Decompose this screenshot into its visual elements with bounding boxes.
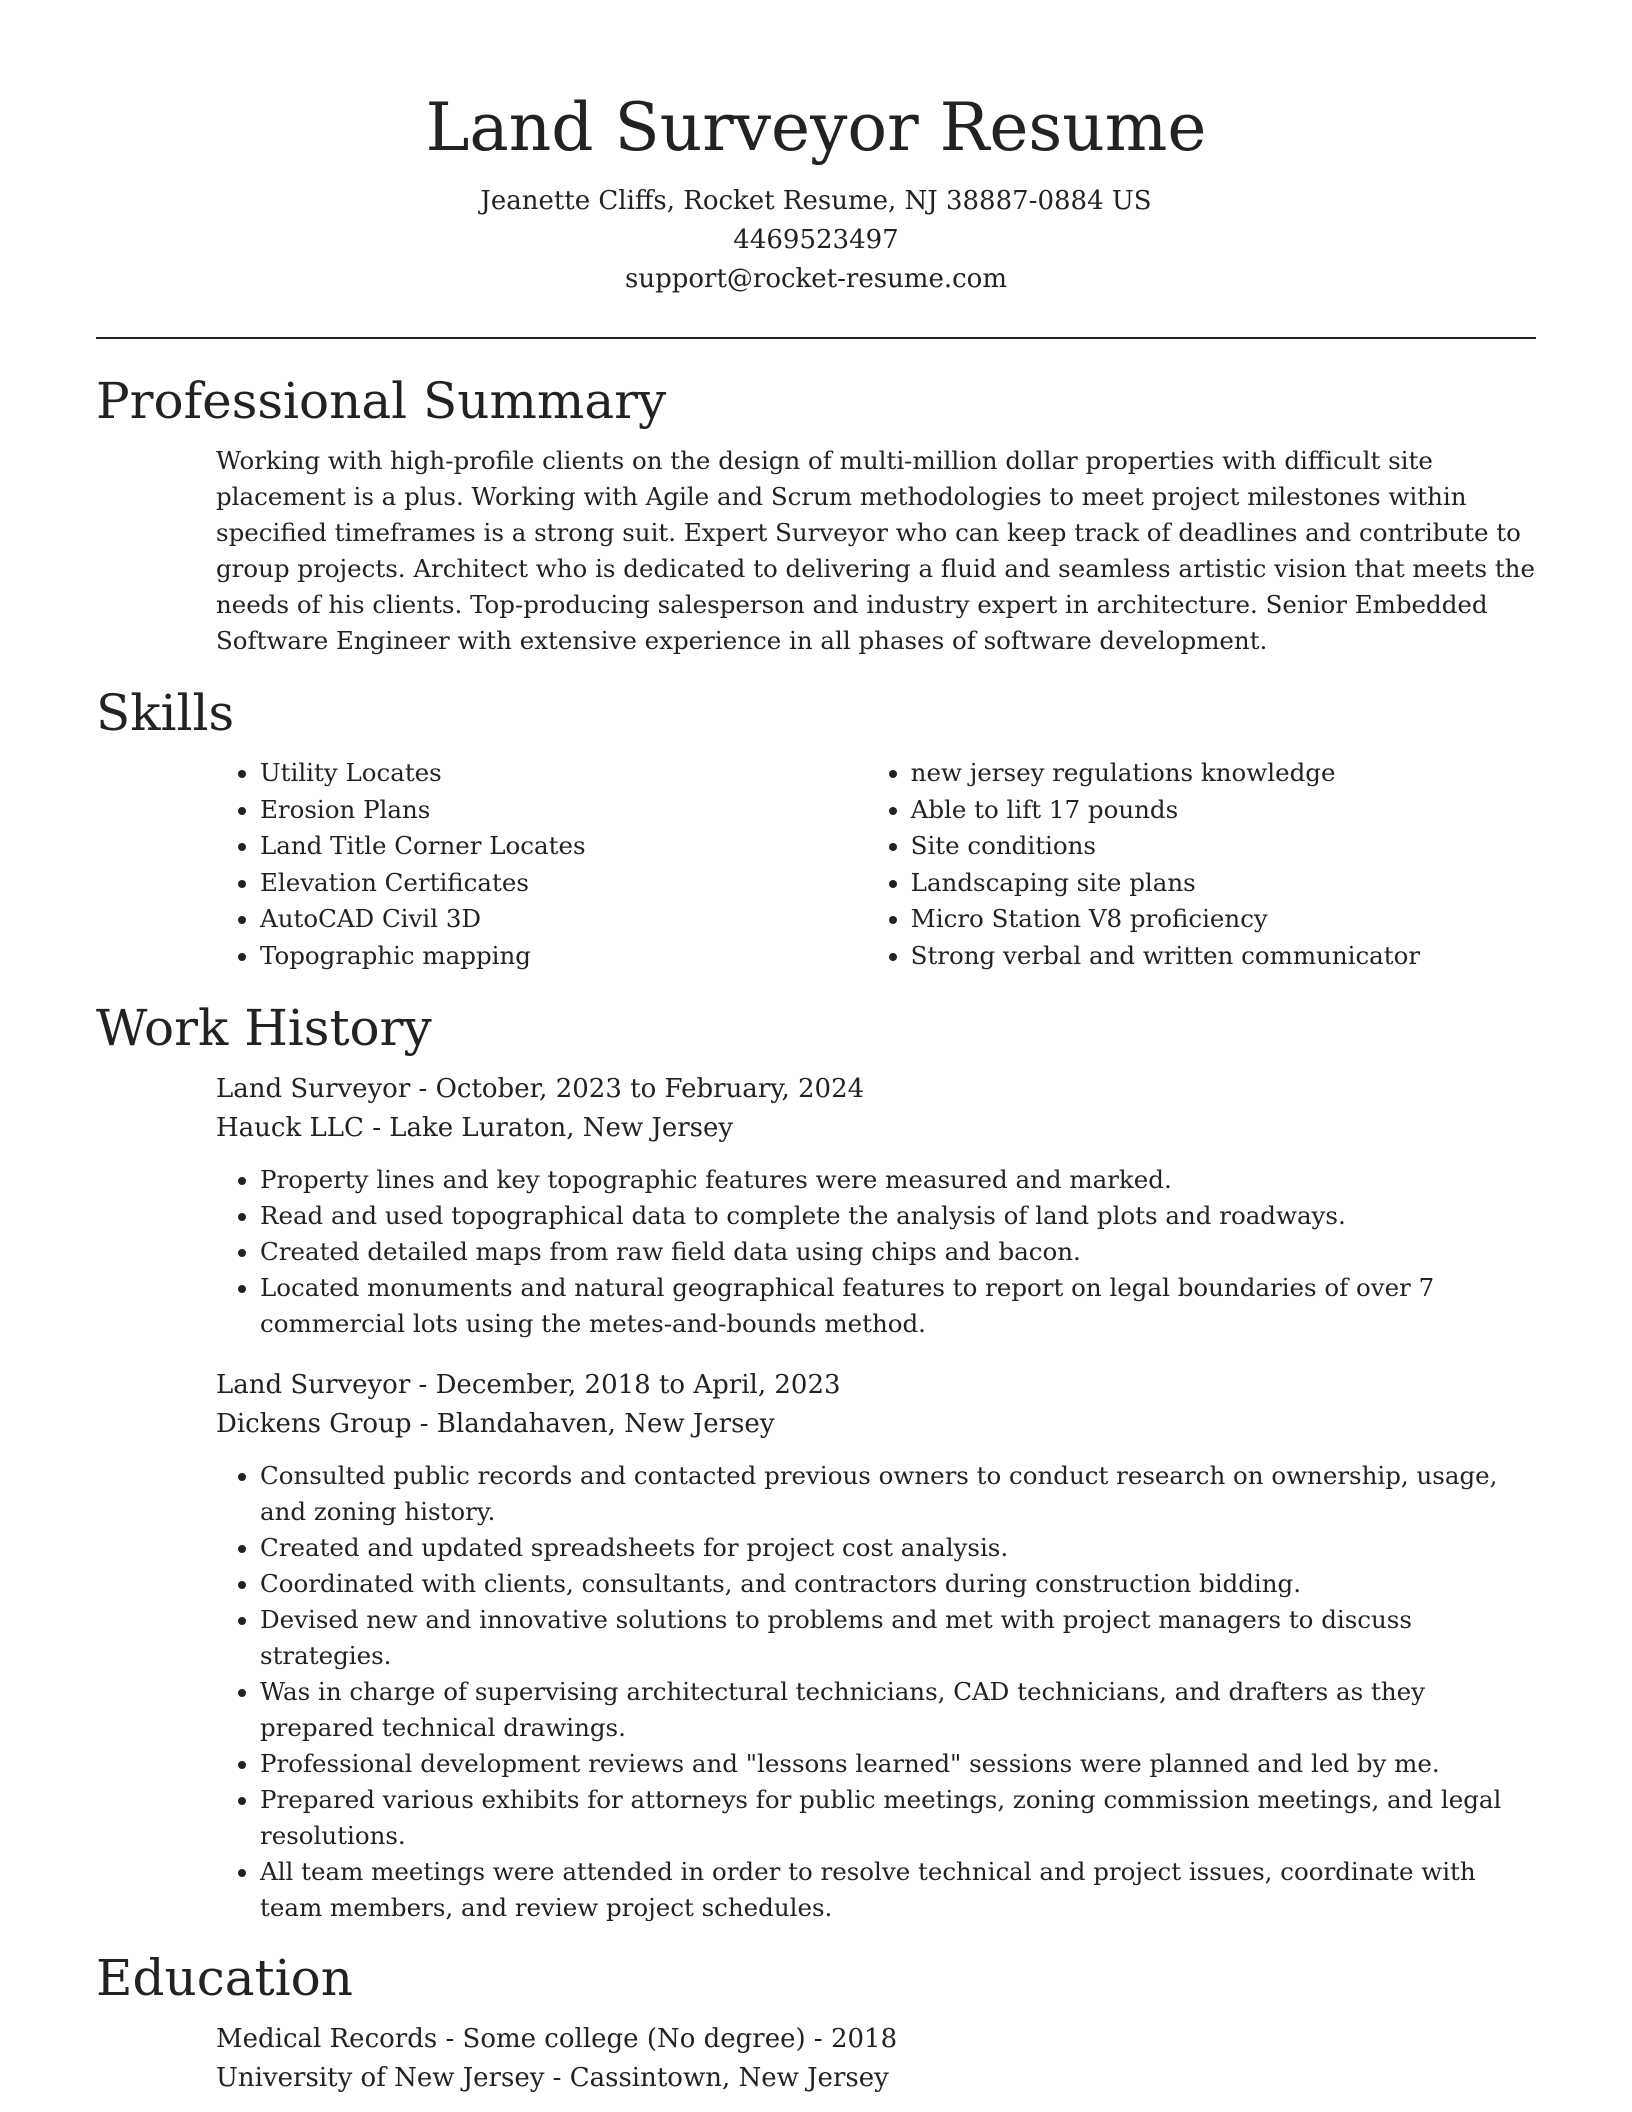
summary-heading: Professional Summary	[96, 372, 667, 430]
skill-item: • Able to lift 17 pounds	[911, 792, 1536, 829]
header-divider	[96, 337, 1536, 339]
job-bullets	[216, 1162, 1536, 1342]
job-entry	[216, 1366, 1536, 1926]
job-company-line	[216, 1405, 1536, 1444]
contact-address: Jeanette Cliffs, Rocket Resume, NJ 38887-0884 US	[480, 186, 1152, 216]
job-bullet: • Was in charge of supervising architectural technicians, CAD technicians, and drafters as they prepared technical drawings.	[260, 1674, 1536, 1746]
job-title-line	[216, 1366, 1536, 1405]
education-program-line	[216, 2020, 1536, 2059]
job-bullet: • Consulted public records and contacted previous owners to conduct research on ownership, usage, and zoning history.	[260, 1458, 1536, 1530]
job-company-line	[216, 1109, 1536, 1148]
skill-item: • Landscaping site plans	[911, 865, 1536, 902]
skill-item: • Micro Station V8 proficiency	[911, 901, 1536, 938]
skills-heading: Skills	[96, 684, 235, 742]
skill-item: • Strong verbal and written communicator	[911, 938, 1536, 975]
education-year: - 2018	[805, 2024, 898, 2054]
skill-item: • AutoCAD Civil 3D	[260, 901, 867, 938]
contact-block	[96, 182, 1536, 299]
work-history-heading: Work History	[96, 999, 432, 1057]
education-location: - Cassintown, New Jersey	[544, 2063, 889, 2093]
skill-item: • Land Title Corner Locates	[260, 828, 867, 865]
education-entry	[216, 2020, 1536, 2098]
skill-item: • Elevation Certificates	[260, 865, 867, 902]
skill-item: • Erosion Plans	[260, 792, 867, 829]
skill-item: • Site conditions	[911, 828, 1536, 865]
job-role: Land Surveyor	[216, 1074, 411, 1104]
job-dates: - December, 2018 to April, 2023	[410, 1370, 841, 1400]
education-school-line	[216, 2059, 1536, 2098]
job-company: Dickens Group	[216, 1409, 412, 1439]
skills-columns	[216, 755, 1536, 974]
resume-title: Land Surveyor Resume	[425, 89, 1207, 166]
skill-item: • new jersey regulations knowledge	[911, 755, 1536, 792]
job-bullet: • Created and updated spreadsheets for project cost analysis.	[260, 1530, 1536, 1566]
education-school: University of New Jersey	[216, 2063, 545, 2093]
job-bullet: • Professional development reviews and "lessons learned" sessions were planned and led by me.	[260, 1746, 1536, 1782]
job-bullets	[216, 1458, 1536, 1926]
contact-email: support@rocket-resume.com	[624, 264, 1007, 294]
education-heading: Education	[96, 1949, 353, 2007]
job-bullet: • Property lines and key topographic features were measured and marked.	[260, 1162, 1536, 1198]
job-bullet: • Coordinated with clients, consultants, and contractors during construction bidding.	[260, 1566, 1536, 1602]
skills-list-right	[867, 755, 1536, 974]
skill-item: • Utility Locates	[260, 755, 867, 792]
job-dates: - October, 2023 to February, 2024	[410, 1074, 865, 1104]
job-location: - Blandahaven, New Jersey	[411, 1409, 775, 1439]
job-bullet: • All team meetings were attended in order to resolve technical and project issues, coordinate with team members, and review project schedules.	[260, 1854, 1536, 1926]
job-company: Hauck LLC	[216, 1113, 364, 1143]
job-bullet: • Created detailed maps from raw field data using chips and bacon.	[260, 1234, 1536, 1270]
job-entry	[216, 1070, 1536, 1342]
skill-item: • Topographic mapping	[260, 938, 867, 975]
contact-phone: 4469523497	[733, 225, 899, 255]
resume-page	[96, 0, 1536, 2098]
job-bullet: • Read and used topographical data to complete the analysis of land plots and roadways.	[260, 1198, 1536, 1234]
job-bullet: • Prepared various exhibits for attorneys for public meetings, zoning commission meetings, and legal resolutions.	[260, 1782, 1536, 1854]
job-bullet: • Located monuments and natural geographical features to report on legal boundaries of over 7 commercial lots using the metes-and-bounds method.	[260, 1270, 1536, 1342]
job-location: - Lake Luraton, New Jersey	[363, 1113, 734, 1143]
job-role: Land Surveyor	[216, 1370, 411, 1400]
job-bullet: • Devised new and innovative solutions to problems and met with project managers to discuss strategies.	[260, 1602, 1536, 1674]
education-program: Medical Records - Some college (No degree)	[216, 2024, 806, 2054]
summary-text: Working with high-profile clients on the design of multi-million dollar properties with difficult site placement is a plus. Working with Agile and Scrum methodologies to meet project milestones within specified timeframes is a strong suit. Expert Surveyor who can keep track of deadlines and contribute to group projects. Architect who is dedicated to delivering a fluid and seamless artistic vision that meets the needs of his clients. Top-producing salesperson and industry expert in architecture. Senior Embedded Software Engineer with extensive experience in all phases of software development.	[216, 446, 1535, 655]
skills-list-left	[216, 755, 867, 974]
job-title-line	[216, 1070, 1536, 1109]
